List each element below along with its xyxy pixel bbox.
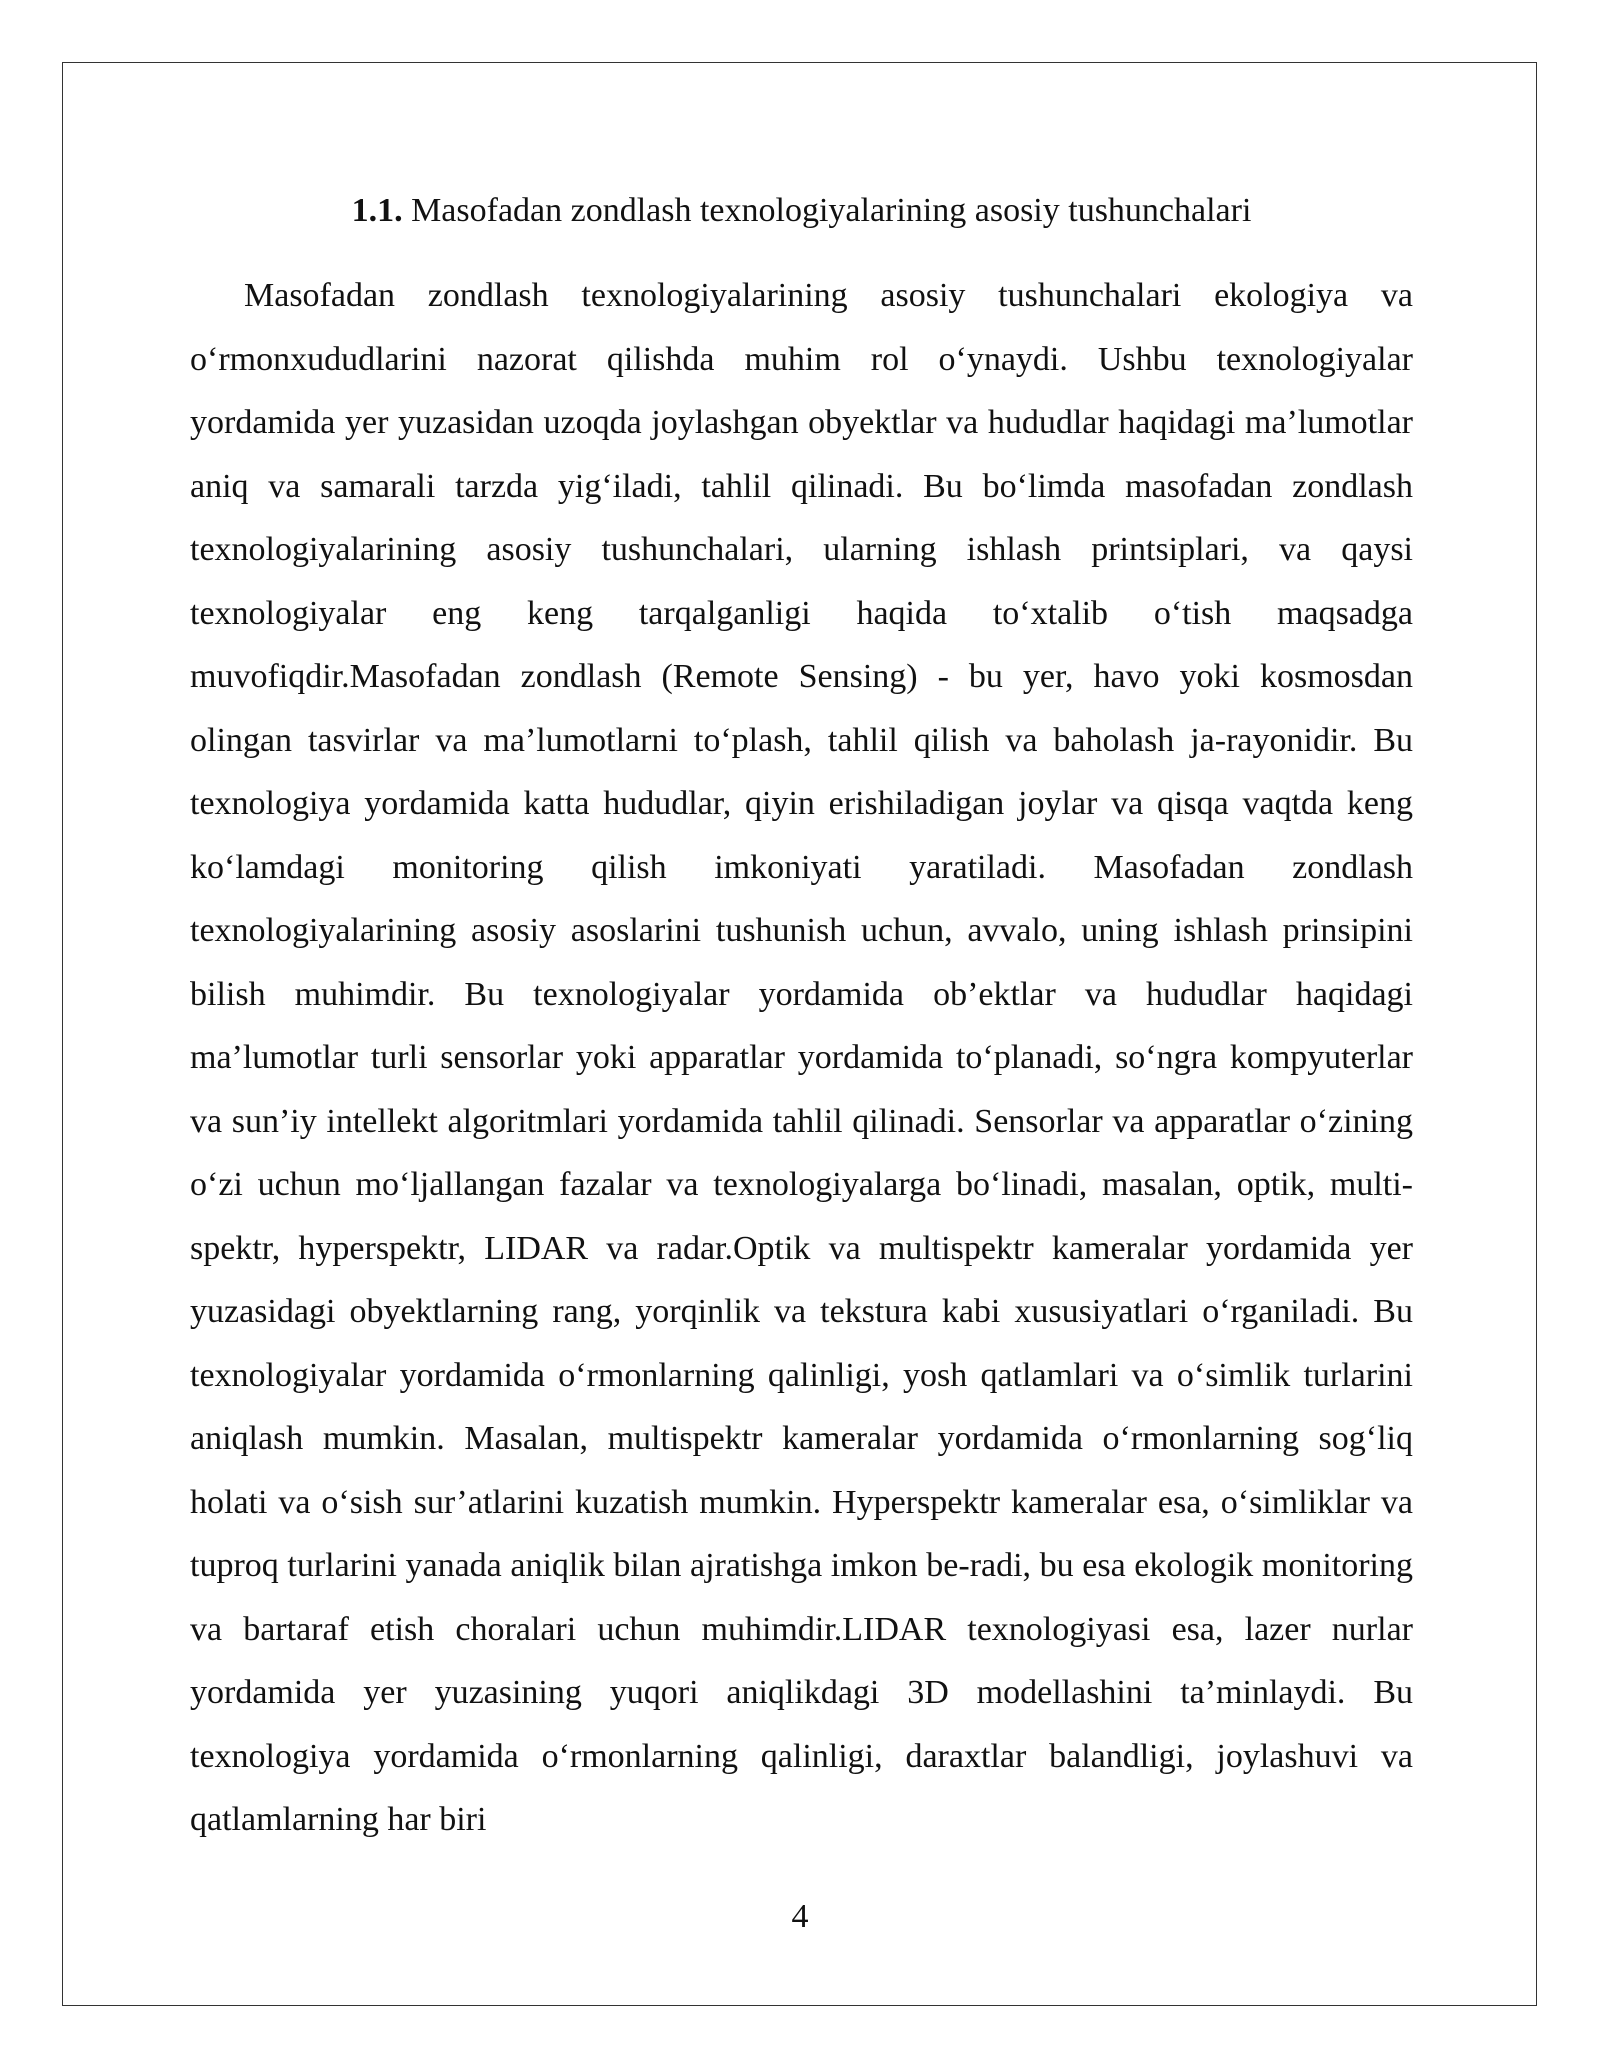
body-paragraph: Masofadan zondlash texnologiyalarining asosiy tushunchalari ekologiya va o‘rmonxududlarini nazorat qilishda muhim rol o‘ynaydi. Ushbu texnologiyalar yordamida yer yuzasidan uzoqda joylashgan obyektlar va hududlar haqidagi ma’lumotlar aniq va samarali tarzda yig‘iladi, tahlil qilinadi. Bu bo‘limda masofadan zondlash texnologiyalarining asosiy tushunchalari, ularning ishlash printsiplari, va qaysi texnologiyalar eng keng tarqalganligi haqida to‘xtalib o‘tish maqsadga muvofiqdir.Masofadan zondlash (Remote Sensing) - bu yer, havo yoki kosmosdan olingan tasvirlar va ma’lumotlarni to‘plash, tahlil qilish va baholash ja-rayonidir. Bu texnologiya yordamida katta hududlar, qiyin erishiladigan joylar va qisqa vaqtda keng ko‘lamdagi monitoring qilish imkoniyati yaratiladi. Masofadan zondlash texnologiyalarining asosiy asoslarini tushunish uchun, avvalo, uning ishlash prinsipini bilish muhimdir. Bu texnologiyalar yordamida ob’ektlar va hududlar haqidagi ma’lumotlar turli sensorlar yoki apparatlar yordamida to‘planadi, so‘ngra kompyuterlar va sun’iy intellekt algoritmlari yordamida tahlil qilinadi. Sensorlar va apparatlar o‘zining o‘zi uchun mo‘ljallangan fazalar va texnologiyalarga bo‘linadi, masalan, optik, multi-spektr, hyperspektr, LIDAR va radar.Optik va multispektr kameralar yordamida yer yuzasidagi obyektlarning rang, yorqinlik va tekstura kabi xususiyatlari o‘rganiladi. Bu texnologiyalar yordamida o‘rmonlarning qalinligi, yosh qatlamlari va o‘simlik turlarini aniqlash mumkin. Masalan, multispektr kameralar yordamida o‘rmonlarning sog‘liq holati va o‘sish sur’atlarini kuzatish mumkin. Hyperspektr kameralar esa, o‘simliklar va tuproq turlarini yanada aniqlik bilan ajratishga imkon be-radi, bu esa ekologik monitoring va bartaraf etish choralari uchun muhimdir.LIDAR texnologiyasi esa, lazer nurlar yordamida yer yuzasining yuqori aniqlikdagi 3D modellashini ta’minlaydi. Bu texnologiya yordamida o‘rmonlarning qalinligi, daraxtlar balandligi, joylashuvi va qatlamlarning har biri [190, 277, 1413, 1838]
section-heading [190, 186, 1413, 236]
page-number: 4 [791, 1898, 809, 1935]
section-number: 1.1. [351, 192, 403, 229]
section-title: Masofadan zondlash texnologiyalarining asosiy tushunchalari [411, 192, 1252, 229]
